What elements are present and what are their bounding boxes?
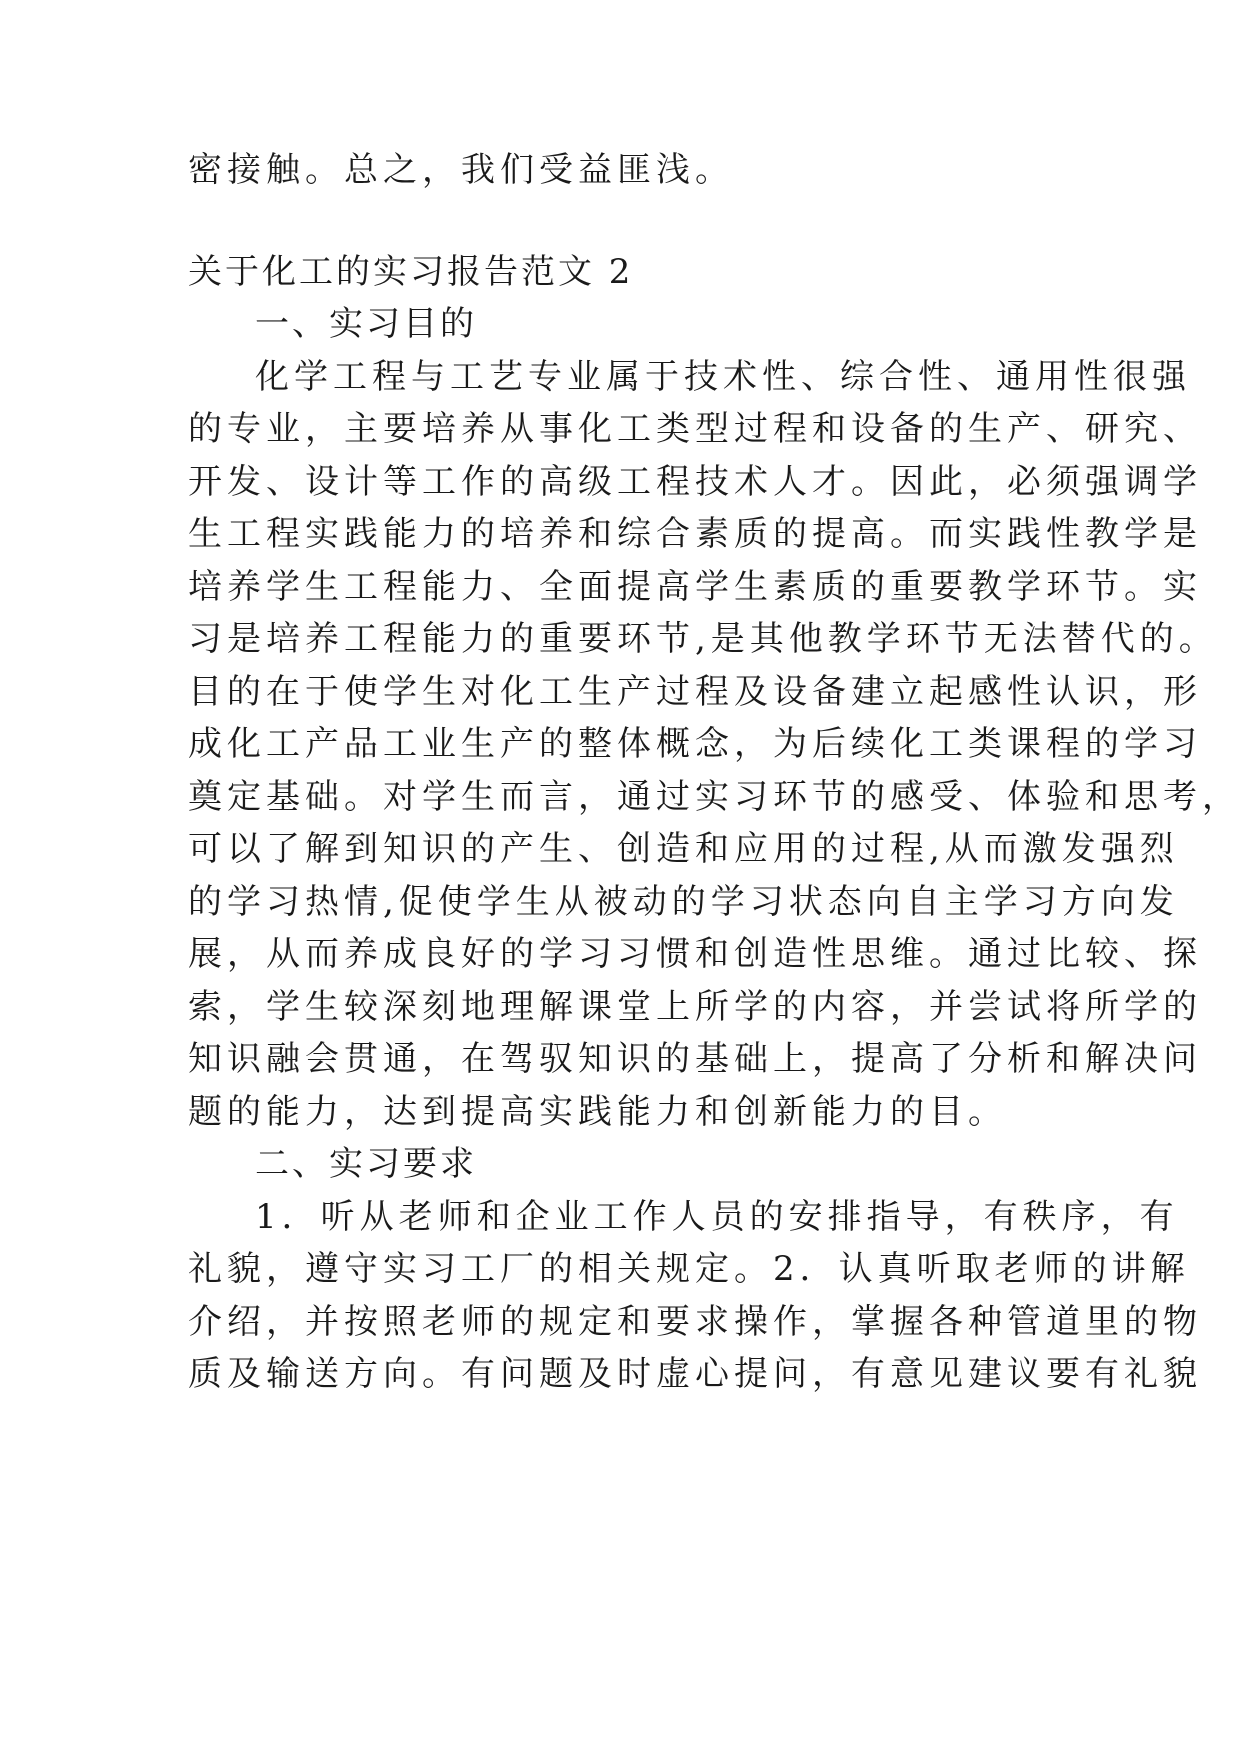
paragraph-line: 知识融会贯通，在驾驭知识的基础上，提高了分析和解决问 [188, 1039, 1202, 1079]
paragraph-line: 目的在于使学生对化工生产过程及设备建立起感性认识，形 [188, 672, 1202, 712]
document-title: 关于化工的实习报告范文 2 [188, 252, 634, 292]
paragraph-line: 展，从而养成良好的学习习惯和创造性思维。通过比较、探 [188, 934, 1202, 974]
paragraph-line: 培养学生工程能力、全面提高学生素质的重要教学环节。实 [188, 567, 1202, 607]
paragraph-line: 的学习热情,促使学生从被动的学习状态向自主学习方向发 [188, 882, 1179, 922]
continuation-text: 密接触。总之，我们受益匪浅。 [188, 150, 734, 190]
paragraph-line: 开发、设计等工作的高级工程技术人才。因此，必须强调学 [188, 462, 1202, 502]
paragraph-line: 索，学生较深刻地理解课堂上所学的内容，并尝试将所学的 [188, 987, 1202, 1027]
paragraph-line: 的专业，主要培养从事化工类型过程和设备的生产、研究、 [188, 409, 1202, 449]
paragraph-line: 介绍，并按照老师的规定和要求操作，掌握各种管道里的物 [188, 1302, 1202, 1342]
paragraph-line: 习是培养工程能力的重要环节,是其他教学环节无法替代的。 [188, 619, 1218, 659]
paragraph-line: 化学工程与工艺专业属于技术性、综合性、通用性很强 [255, 357, 1191, 397]
paragraph-line: 生工程实践能力的培养和综合素质的提高。而实践性教学是 [188, 514, 1202, 554]
paragraph-line: 奠定基础。对学生而言，通过实习环节的感受、体验和思考， [188, 777, 1241, 817]
paragraph-line: 成化工产品工业生产的整体概念，为后续化工类课程的学习 [188, 724, 1202, 764]
paragraph-line: 题的能力，达到提高实践能力和创新能力的目。 [188, 1092, 1007, 1132]
paragraph-line: 1．听从老师和企业工作人员的安排指导，有秩序，有 [255, 1197, 1179, 1237]
section-heading-purpose: 一、实习目的 [255, 304, 477, 344]
section-heading-requirements: 二、实习要求 [255, 1144, 477, 1184]
paragraph-line: 质及输送方向。有问题及时虚心提问，有意见建议要有礼貌 [188, 1354, 1202, 1394]
paragraph-line: 可以了解到知识的产生、创造和应用的过程,从而激发强烈 [188, 829, 1179, 869]
paragraph-line: 礼貌，遵守实习工厂的相关规定。2．认真听取老师的讲解 [188, 1249, 1190, 1289]
